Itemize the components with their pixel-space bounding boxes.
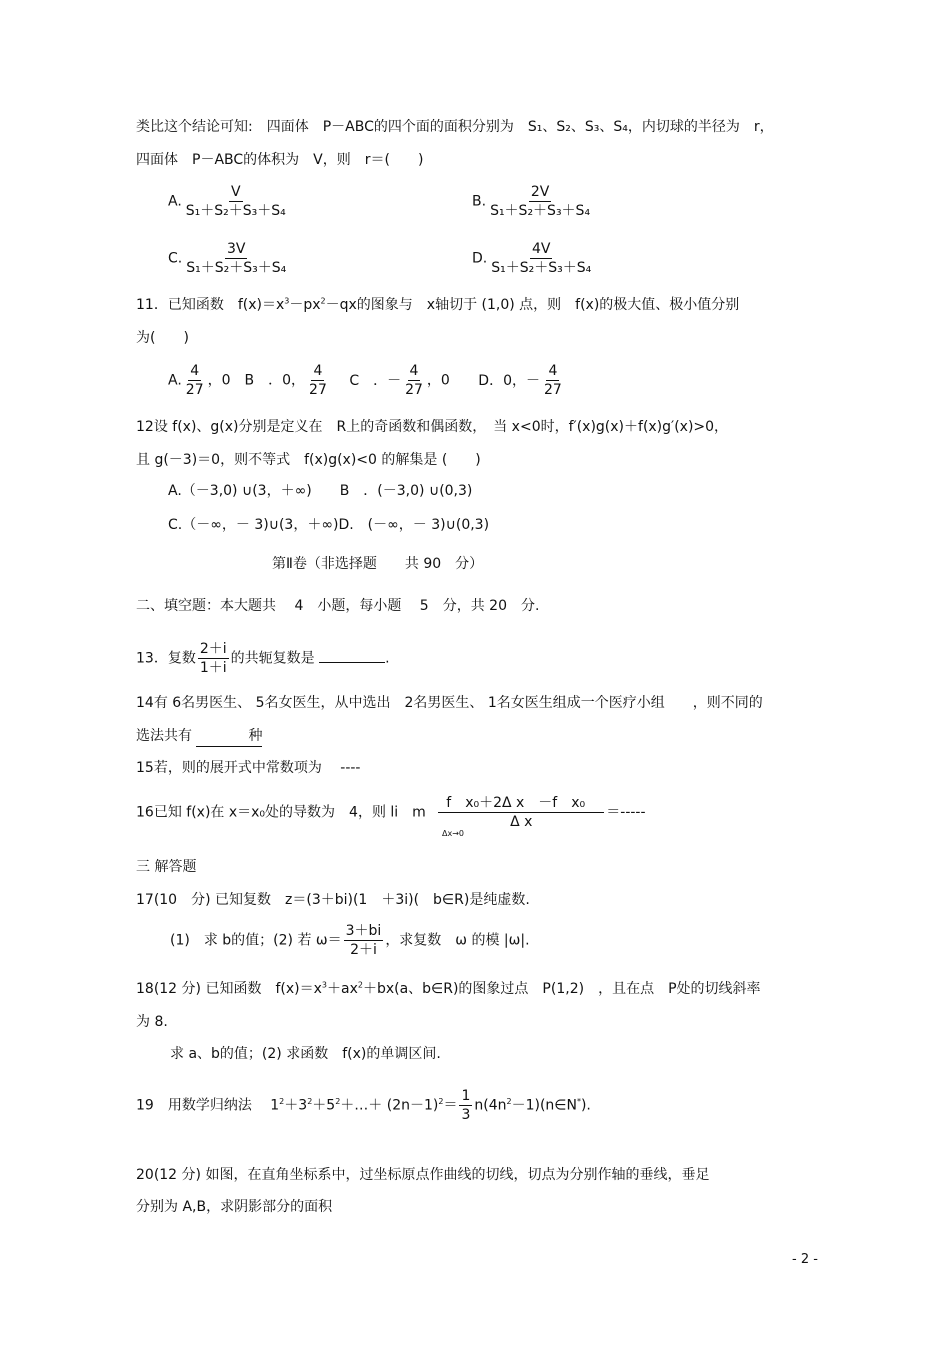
q13: 13．复数 $\frac{2+i}{1+i}$ 的共轭复数是 . <box>136 641 390 676</box>
q12-options-ab: A.（－3,0) ∪(3，＋∞) B ．(－3,0) ∪(0,3) <box>168 483 473 499</box>
fraction: $\frac{4}{27}$ <box>543 363 562 398</box>
fraction: $\frac{V}{\text{S₁＋S₂＋S₃＋S₄}}$ <box>185 184 286 219</box>
q15: 15若，则的展开式中常数项为 ---- <box>136 760 361 776</box>
fraction: $\frac{2+i}{1+i}$ <box>199 641 227 676</box>
q18-line1: 18(12 分) 已知函数 $f(x)=x^3+ax^2+bx(a$、b∈R)的图象过点 P(1,2) ，且在点 P处的切线斜率 <box>136 980 761 997</box>
q12-line2: 且 g(－3)＝0，则不等式 f(x)g(x)<0 的解集是 ( ) <box>136 452 481 468</box>
q12-options-cd: C.（－∞，－ 3)∪(3，＋∞)D. (－∞，－ 3)∪(0,3) <box>168 517 490 533</box>
q12-line1: 12设 f(x)、g(x)分别是定义在 R上的奇函数和偶函数， 当 x<0时，f′(x)g(x)＋f(x)g′(x)>0， <box>136 419 729 435</box>
limit-subscript: Δx→0 <box>442 829 464 838</box>
q20-line1: 20(12 分) 如图，在直角坐标系中，过坐标原点作曲线的切线，切点为分别作轴的垂线，垂足 <box>136 1167 710 1183</box>
q11-options: A. $\frac{4}{27}$ ，0 B ．0， $\frac{4}{27}$ C ．－ $\frac{4}{27}$ ，0 D．0，－ $\frac{4}{27}$ <box>168 363 562 398</box>
q16: 16已知 f(x)在 x＝x₀处的导数为 4，则 li m $\frac{\text{f x₀＋2Δ x －f x₀}}{\text{Δ x}}$ ＝----- <box>136 795 646 830</box>
fraction: $\frac{3V}{\text{S₁＋S₂＋S₃＋S₄}}$ <box>186 241 287 276</box>
fraction: $\frac{1}{3}$ <box>461 1088 471 1123</box>
fill-section-header: 二、填空题：本大题共 4 小题，每小题 5 分，共 20 分. <box>136 598 540 614</box>
answer-blank[interactable]: 种 <box>196 726 262 747</box>
q10-line2: 四面体 P－ABC的体积为 V，则 r＝( ) <box>136 152 424 168</box>
fraction: $\frac{3+bi}{2+i}$ <box>345 923 382 958</box>
q11-line1: 11．已知函数 $f(x)=x^3-px^2-qx$的图象与 x轴切于 (1,0) 点，则 f(x)的极大值、极小值分别 <box>136 296 740 313</box>
fraction: $\frac{4V}{\text{S₁＋S₂＋S₃＋S₄}}$ <box>491 241 592 276</box>
page-number: - 2 - <box>792 1252 818 1267</box>
q14-line2: 选法共有 种 <box>136 726 262 747</box>
q11-line2: 为( ) <box>136 330 189 346</box>
part3-title: 三 解答题 <box>136 859 197 875</box>
answer-blank[interactable] <box>319 662 385 663</box>
q10-option-d: D. $\frac{4V}{\text{S₁＋S₂＋S₃＋S₄}}$ <box>472 241 592 276</box>
q20-line2: 分别为 A,B，求阴影部分的面积 <box>136 1199 333 1215</box>
fraction: $\frac{4}{27}$ <box>185 363 204 398</box>
q19: 19 用数学归纳法 $1^2+3^2+5^2+\dots+ (2n-1)^2=$ $\frac{1}{3}$ $n(4n^2-1)(n\in N^*)$. <box>136 1088 591 1123</box>
part2-title: 第Ⅱ卷（非选择题 共 90 分） <box>272 556 484 572</box>
fraction: $\frac{4}{27}$ <box>309 363 327 398</box>
fraction: $\frac{2V}{\text{S₁＋S₂＋S₃＋S₄}}$ <box>490 184 591 219</box>
q10-line1: 类比这个结论可知: 四面体 P－ABC的四个面的面积分别为 S₁、S₂、S₃、S₄，内切球的半径为 r， <box>136 119 774 135</box>
q18-line3: 求 a、b的值；(2) 求函数 f(x)的单调区间. <box>170 1046 441 1062</box>
q14-line1: 14有 6名男医生、 5名女医生，从中选出 2名男医生、 1名女医生组成一个医疗小组 ，则不同的 <box>136 695 763 711</box>
fraction: $\frac{\text{f x₀＋2Δ x －f x₀}}{\text{Δ x}}$ <box>438 794 604 831</box>
q17-line2: (1) 求 b的值；(2) 若 ω＝ $\frac{3+bi}{2+i}$ ，求复数 ω 的模 |ω|. <box>170 923 530 958</box>
q10-option-a: A. $\frac{V}{\text{S₁＋S₂＋S₃＋S₄}}$ <box>168 184 286 219</box>
fraction: $\frac{4}{27}$ <box>405 363 423 398</box>
q17-line1: 17(10 分) 已知复数 z＝(3＋bi)(1 ＋3i)( b∈R)是纯虚数. <box>136 892 530 908</box>
q10-option-b: B. $\frac{2V}{\text{S₁＋S₂＋S₃＋S₄}}$ <box>472 184 591 219</box>
q10-option-c: C. $\frac{3V}{\text{S₁＋S₂＋S₃＋S₄}}$ <box>168 241 287 276</box>
q18-line2: 为 8. <box>136 1014 168 1030</box>
